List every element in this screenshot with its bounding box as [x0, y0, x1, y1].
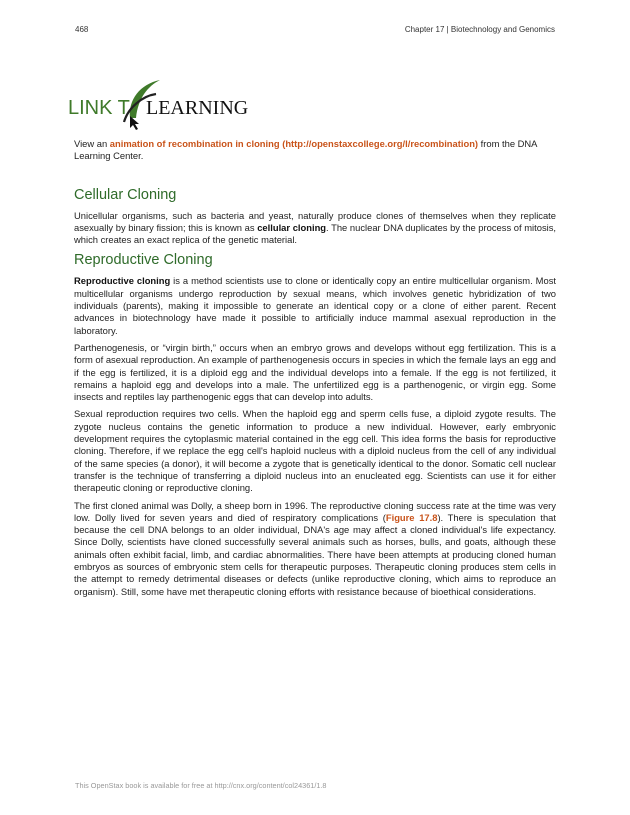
- chapter-header: Chapter 17 | Biotechnology and Genomics: [404, 25, 555, 34]
- logo-cursor-icon: [130, 116, 139, 130]
- paragraph-reproductive-cloning-1: Reproductive cloning is a method scientists use to clone or identically copy an entire multicellular organism. Most multicellular organisms undergo reproduction by sexual means, which involves genetic hybridization of two individuals (parents), making it impossible to generate an identical copy or a clone of either parent. Recent advances in biotechnology have made it possible to artificially induce mammal asexual reproduction in the laboratory.: [74, 275, 556, 336]
- heading-cellular-cloning: Cellular Cloning: [74, 186, 177, 203]
- heading-reproductive-cloning: Reproductive Cloning: [74, 252, 213, 269]
- paragraph-parthenogenesis: Parthenogenesis, or “virgin birth,” occurs when an embryo grows and develops without egg fertilization. This is a form of asexual reproduction. An example of parthenogenesis occurs in species in which the female lays an egg and if the egg is fertilized, it is a diploid egg and the individual develops into a female. If the egg is not fertilized, it remains a haploid egg and develops into a male. The unfertilized egg is a parthenogenic, or virgin egg. Some insects and reptiles lay parthenogenic eggs that can develop into adults.: [74, 341, 556, 403]
- paragraph-dolly: The first cloned animal was Dolly, a sheep born in 1996. The reproductive cloning success rate at the time was very low. Dolly lived for seven years and died of respiratory complications (Figure 17.8). There is speculation that because the cell DNA belongs to an older individual, DNA's age may affect a cloned individual's life expectancy. Since Dolly, scientists have cloned successfully several animals such as horses, bulls, and goats, although these animals often exhibit facial, limb, and cardiac abnormalities. There have been attempts at producing cloned human embryos as sources of embryonic stem cells for therapeutic purposes. Therapeutic cloning produces stem cells in the attempt to remedy detrimental diseases or defects (unlike reproductive cloning, which aims to reproduce an organism). Still, some have met therapeutic cloning efforts with resistance because of bioethical considerations.: [74, 499, 556, 597]
- link-to-learning-logo: [68, 78, 248, 130]
- footer-note: This OpenStax book is available for free at http://cnx.org/content/col24361/1.8: [75, 781, 327, 790]
- paragraph-sexual-reproduction: Sexual reproduction requires two cells. When the haploid egg and sperm cells fuse, a diploid zygote results. The zygote nucleus contains the genetic information to produce a new individual. However, early embryonic development requires the cytoplasmic material contained in the egg cell. This idea forms the basis for reproductive cloning. Therefore, if we replace the egg cell's haploid nucleus with a diploid nucleus from the cell of any individual of the same species (a donor), it will become a zygote that is genetically identical to the donor. Somatic cell nuclear transfer is the technique of transferring a diploid nucleus into an enucleated egg. Scientists can use it for either therapeutic cloning or reproductive cloning.: [74, 408, 556, 494]
- logo-link-text: LINK T: [68, 97, 130, 119]
- figure-17-8-link[interactable]: Figure 17.8: [385, 511, 438, 523]
- paragraph-cellular-cloning: Unicellular organisms, such as bacteria and yeast, naturally produce clones of themselves when they replicate asexually by binary fission; this is known as cellular cloning. The nuclear DNA duplicates by the process of mitosis, which creates an exact replica of the genetic material.: [74, 209, 557, 246]
- link-to-learning-text: View an animation of recombination in cloning (http://openstaxcollege.org/l/recombination) from the DNA Learning Center.: [74, 138, 537, 162]
- page-number: 468: [75, 25, 89, 34]
- logo-learning-text: LEARNING: [146, 97, 248, 119]
- recombination-animation-link[interactable]: animation of recombination in cloning (http://openstaxcollege.org/l/recombination): [109, 138, 479, 149]
- page-content: [74, 138, 556, 603]
